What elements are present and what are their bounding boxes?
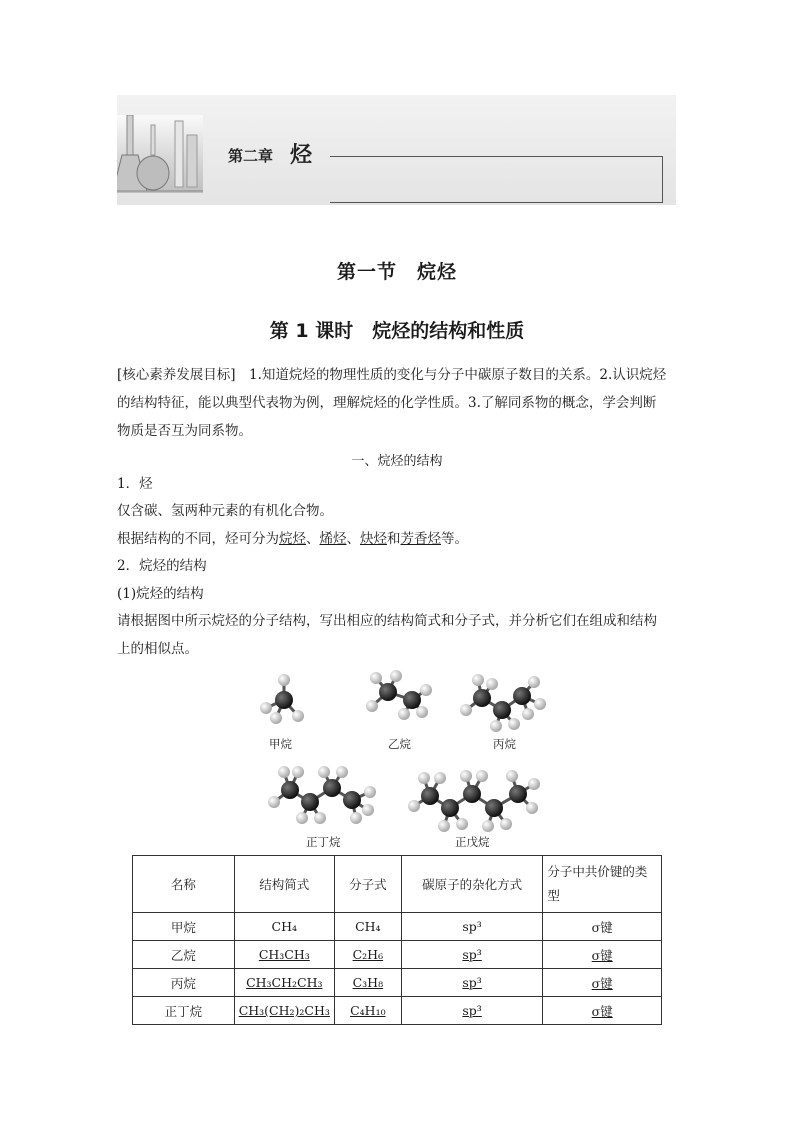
item1-title: 1．烃 bbox=[117, 476, 153, 492]
cell-name: 丙烷 bbox=[133, 969, 235, 997]
item2-line1: 请根据图中所示烷烃的分子结构，写出相应的结构简式和分子式，并分析它们在组成和结构 bbox=[117, 613, 657, 629]
ethane-model bbox=[366, 670, 432, 720]
cell-bond: σ键 bbox=[543, 913, 662, 941]
cell-name: 甲烷 bbox=[133, 913, 235, 941]
cell-struct: CH₃CH₂CH₃ bbox=[234, 969, 334, 997]
alkane-models-figure bbox=[240, 668, 570, 854]
methane-model bbox=[260, 674, 304, 724]
lesson-title: 第 1 课时 烷烃的结构和性质 bbox=[269, 320, 525, 342]
pentane-model bbox=[408, 770, 540, 832]
cell-hybrid: sp³ bbox=[401, 941, 543, 969]
header-struct: 结构简式 bbox=[234, 856, 334, 913]
butane-model bbox=[268, 766, 376, 824]
answer-aromatic: 芳香烃 bbox=[400, 531, 441, 547]
table-row bbox=[133, 913, 662, 941]
table-row bbox=[133, 969, 662, 997]
cell-struct: CH₃CH₃ bbox=[234, 941, 334, 969]
item2-line2: 上的相似点。 bbox=[117, 641, 198, 657]
label-propane: 丙烷 bbox=[493, 737, 516, 751]
cell-struct: CH₄ bbox=[234, 913, 334, 941]
cell-bond: σ键 bbox=[543, 969, 662, 997]
label-methane: 甲烷 bbox=[269, 737, 292, 751]
heading-structure: 一、烷烃的结构 bbox=[351, 454, 443, 469]
header-bond: 分子中共价键的类型 bbox=[543, 856, 662, 913]
label-butane: 正丁烷 bbox=[306, 835, 341, 849]
banner-divider bbox=[330, 156, 663, 203]
chapter-banner bbox=[117, 95, 676, 205]
cell-name: 乙烷 bbox=[133, 941, 235, 969]
label-ethane: 乙烷 bbox=[388, 737, 411, 751]
cell-bond: σ键 bbox=[543, 941, 662, 969]
header-name: 名称 bbox=[133, 856, 235, 913]
goals-tag: [核心素养发展目标] bbox=[117, 367, 236, 383]
propane-model bbox=[460, 674, 546, 732]
header-hybrid: 碳原子的杂化方式 bbox=[401, 856, 543, 913]
answer-alkane: 烷烃 bbox=[279, 531, 306, 547]
cell-hybrid: sp³ bbox=[401, 997, 543, 1025]
cell-hybrid: sp³ bbox=[401, 913, 543, 941]
answer-alkene: 烯烃 bbox=[319, 531, 347, 547]
table-row bbox=[133, 941, 662, 969]
item2-sub: (1)烷烃的结构 bbox=[117, 586, 204, 602]
lab-glassware-image bbox=[117, 115, 203, 193]
cell-struct: CH₃(CH₂)₂CH₃ bbox=[234, 997, 334, 1025]
answer-alkyne: 炔烃 bbox=[360, 531, 387, 547]
cell-formula: C₂H₆ bbox=[334, 941, 401, 969]
cell-hybrid: sp³ bbox=[401, 969, 543, 997]
label-pentane: 正戊烷 bbox=[455, 835, 490, 849]
item1-line1: 仅含碳、氢两种元素的有机化合物。 bbox=[117, 503, 333, 519]
section-title: 第一节 烷烃 bbox=[336, 261, 457, 283]
header-formula: 分子式 bbox=[334, 856, 401, 913]
chapter-label: 第二章 bbox=[228, 147, 274, 165]
cell-formula: CH₄ bbox=[334, 913, 401, 941]
table-header-row bbox=[133, 856, 662, 913]
goals-line-2: 的结构特征，能以典型代表物为例，理解烷烃的化学性质。3.了解同系物的概念，学会判断 bbox=[117, 395, 657, 411]
cell-name: 正丁烷 bbox=[133, 997, 235, 1025]
item1-line2: 根据结构的不同，烃可分为烷烃、烯烃、炔烃和芳香烃等。 bbox=[117, 531, 468, 547]
cell-bond: σ键 bbox=[543, 997, 662, 1025]
cell-formula: C₄H₁₀ bbox=[334, 997, 401, 1025]
cell-formula: C₃H₈ bbox=[334, 969, 401, 997]
table-row bbox=[133, 997, 662, 1025]
chapter-title: 烃 bbox=[290, 143, 313, 168]
goals-line-3: 物质是否互为同系物。 bbox=[117, 423, 252, 439]
alkane-structure-table bbox=[132, 855, 662, 1025]
goals-line-1: [核心素养发展目标] 1.知道烷烃的物理性质的变化与分子中碳原子数目的关系。2.认识烷烃 bbox=[117, 367, 667, 383]
item2-title: 2．烷烃的结构 bbox=[117, 558, 207, 574]
molecule-models bbox=[240, 668, 570, 854]
